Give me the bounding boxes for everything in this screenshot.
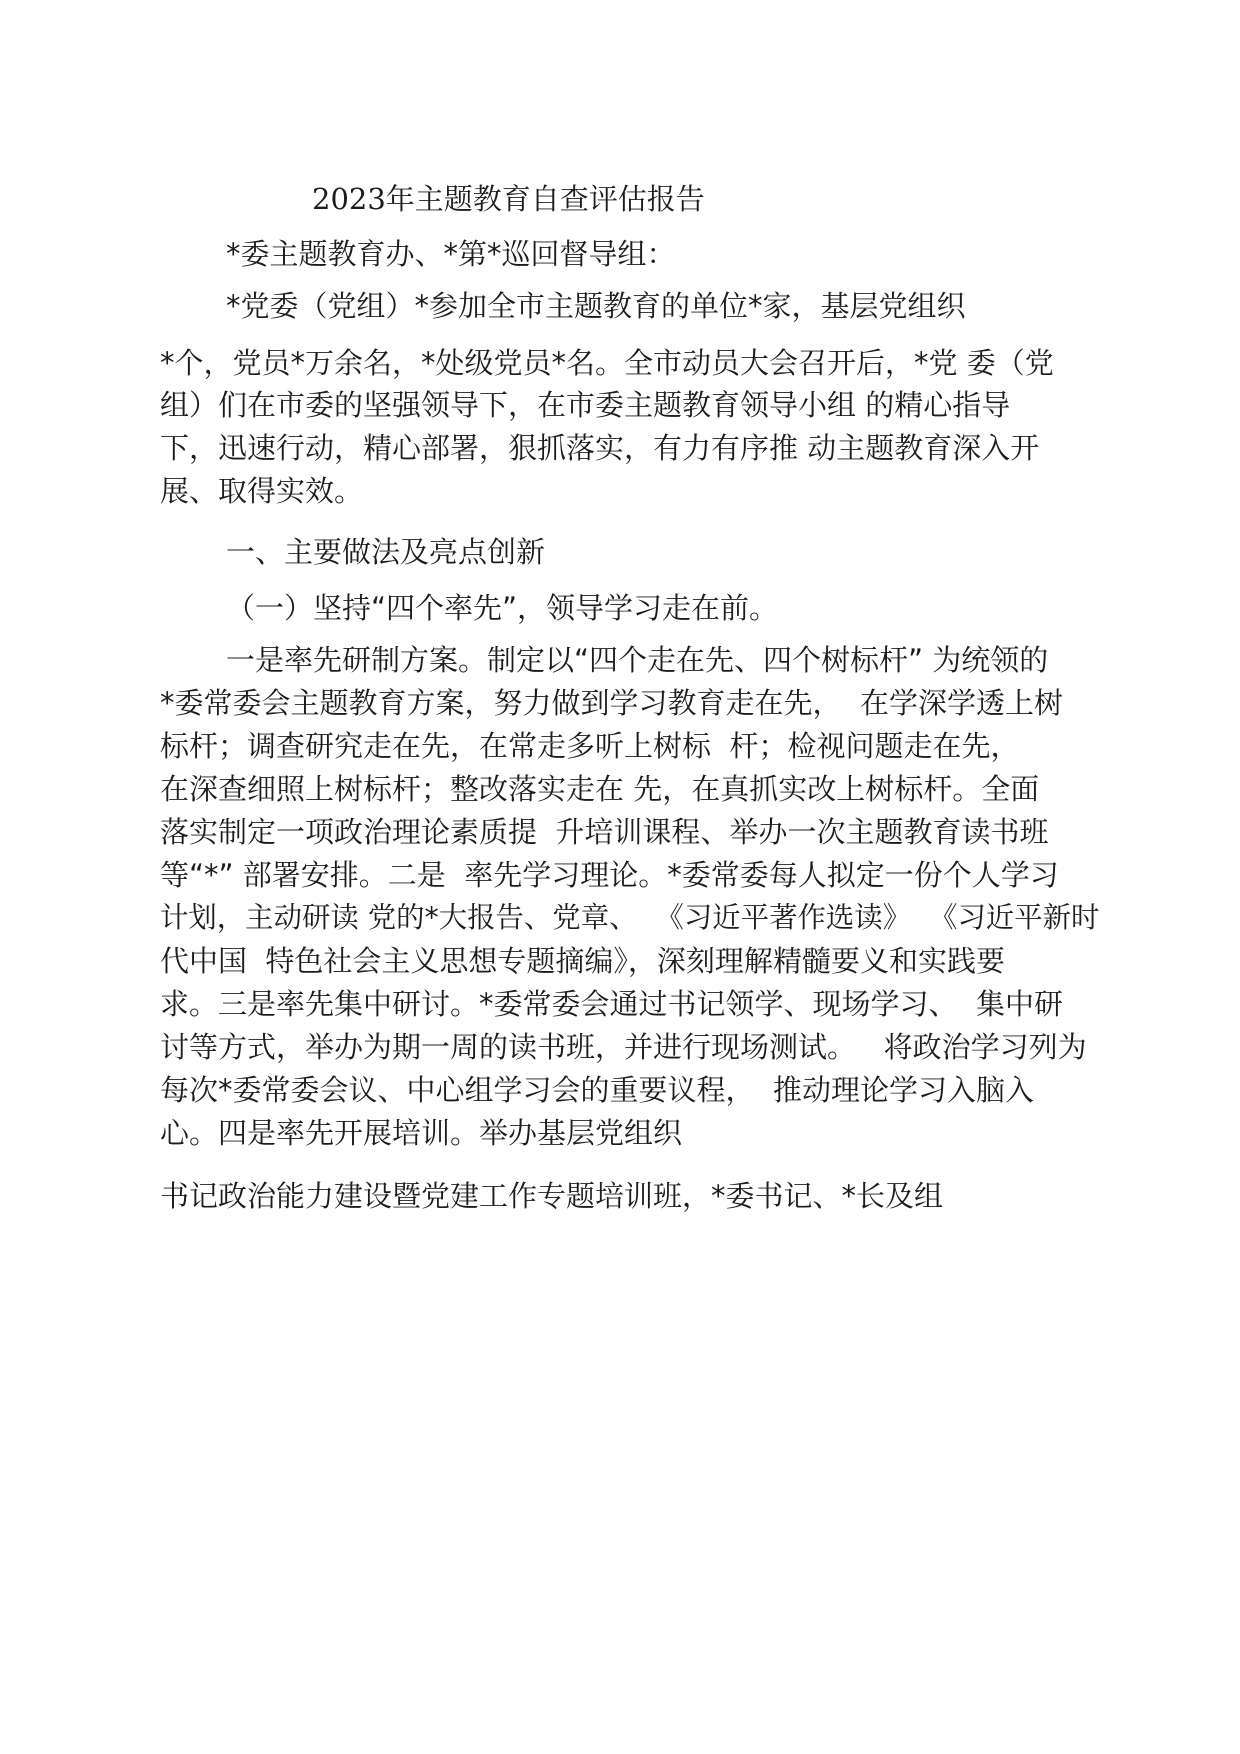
body-line: 讨等方式，举办为期一周的读书班，并进行现场测试。 将政治学习列为 xyxy=(160,1030,1087,1064)
body-line: 一是率先研制方案。制定以“四个走在先、四个树标杆” 为统领的 xyxy=(226,643,1049,677)
body-line: 标杆；调查研究走在先，在常走多听上树标 杆；检视问题走在先， xyxy=(160,729,1020,763)
body-line: 每次*委常委会议、中心组学习会的重要议程， 推动理论学习入脑入 xyxy=(160,1073,1034,1107)
body-line: *党委（党组）*参加全市主题教育的单位*家，基层党组织 xyxy=(226,289,966,323)
section-heading: 一、主要做法及亮点创新 xyxy=(226,535,546,569)
addressee-line: *委主题教育办、*第*巡回督导组： xyxy=(226,237,676,271)
body-line: 计划，主动研读 党的*大报告、党章、 《习近平著作选读》 《习近平新时 xyxy=(160,901,1100,934)
body-line: 等“*” 部署安排。二是 率先学习理论。*委常委每人拟定一份个人学习 xyxy=(160,858,1059,892)
body-line: *个，党员*万余名，*处级党员*名。全市动员大会召开后，*党 委（党 xyxy=(160,346,1054,380)
body-line: 心。四是率先开展培训。举办基层党组织 xyxy=(160,1116,683,1150)
body-line: 组）们在市委的坚强领导下，在市委主题教育领导小组 的精心指导 xyxy=(160,388,1011,422)
body-line: 下，迅速行动，精心部署，狠抓落实，有力有序推 动主题教育深入开 xyxy=(160,431,1040,465)
body-line: *委常委会主题教育方案，努力做到学习教育走在先， 在学深学透上树 xyxy=(160,686,1063,720)
body-line: 在深查细照上树标杆；整改落实走在 先，在真抓实改上树标杆。全面 xyxy=(160,772,1040,806)
document-title: 2023年主题教育自查评估报告 xyxy=(312,182,705,216)
body-line: 书记政治能力建设暨党建工作专题培训班，*委书记、*长及组 xyxy=(160,1179,944,1213)
body-line: 代中国 特色社会主义思想专题摘编》，深刻理解精髓要义和实践要 xyxy=(160,944,1005,978)
body-line: 展、取得实效。 xyxy=(160,474,364,508)
body-line: 落实制定一项政治理论素质提 升培训课程、举办一次主题教育读书班 xyxy=(160,815,1049,849)
subsection-heading: （一）坚持“四个率先”，领导学习走在前。 xyxy=(226,591,779,625)
body-line: 求。三是率先集中研讨。*委常委会通过书记领学、现场学习、 集中研 xyxy=(160,987,1063,1021)
